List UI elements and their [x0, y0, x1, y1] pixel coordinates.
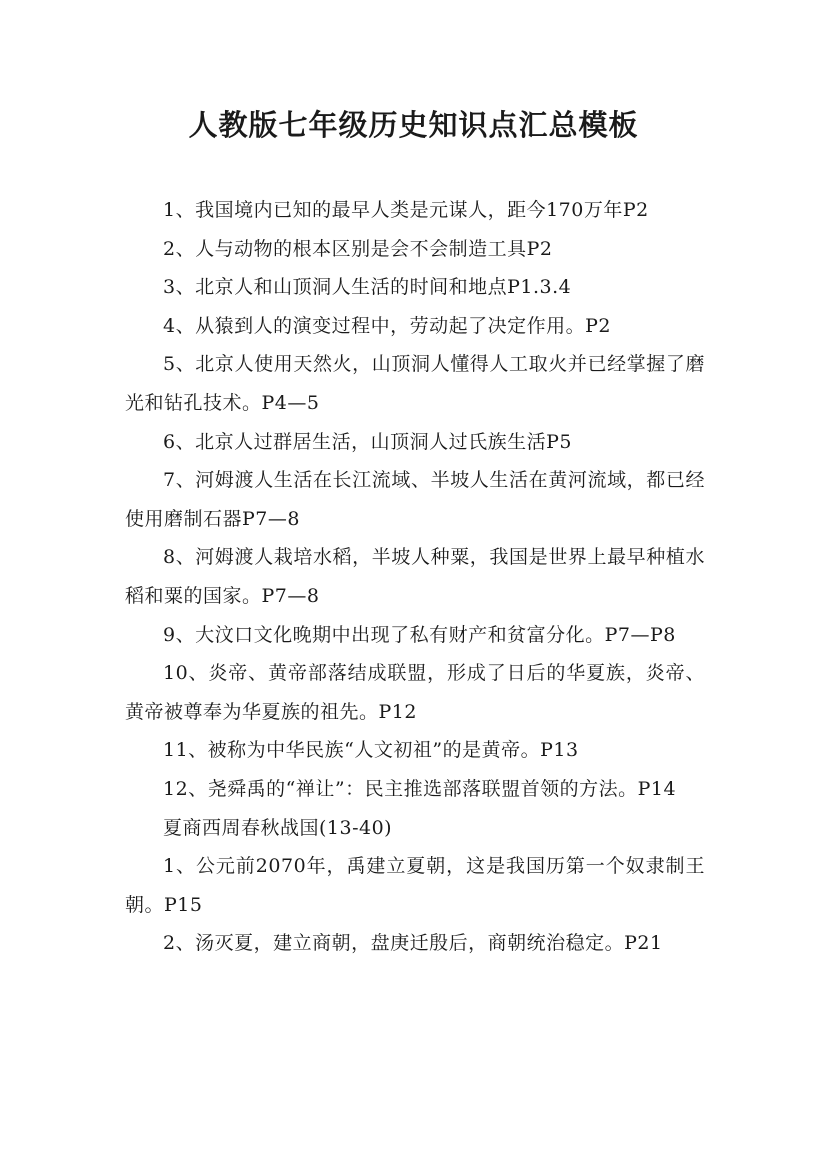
paragraph-1: 1、我国境内已知的最早人类是元谋人，距今170万年P2: [163, 199, 649, 221]
paragraph-13: 1、公元前2070年，禹建立夏朝，这是我国历第一个奴隶制王朝。P15: [125, 855, 705, 916]
paragraph-9: 9、大汶口文化晚期中出现了私有财产和贫富分化。P7—P8: [163, 623, 676, 646]
paragraph-3: 3、北京人和山顶洞人生活的时间和地点P1.3.4: [163, 276, 572, 299]
paragraph-14: 2、汤灭夏，建立商朝，盘庚迁殷后，商朝统治稳定。P21: [163, 932, 663, 955]
paragraph-10: 10、炎帝、黄帝部落结成联盟，形成了日后的华夏族，炎帝、黄帝被尊奉为华夏族的祖先。P12: [125, 662, 705, 723]
paragraph-7: 7、河姆渡人生活在长江流域、半坡人生活在黄河流域，都已经使用磨制石器P7—8: [125, 469, 705, 530]
document-body: [125, 191, 705, 963]
document-title: 人教版七年级历史知识点汇总模板: [188, 108, 639, 142]
paragraph-4: 4、从猿到人的演变过程中，劳动起了决定作用。P2: [163, 314, 611, 337]
paragraph-2: 2、人与动物的根本区别是会不会制造工具P2: [163, 237, 553, 260]
paragraph-8: 8、河姆渡人栽培水稻，半坡人种粟，我国是世界上最早种植水稻和粟的国家。P7—8: [125, 546, 705, 607]
paragraph-5: 5、北京人使用天然火，山顶洞人懂得人工取火并已经掌握了磨光和钻孔技术。P4—5: [125, 353, 705, 414]
paragraph-11: 11、被称为中华民族“人文初祖”的是黄帝。P13: [163, 739, 579, 762]
paragraph-6: 6、北京人过群居生活，山顶洞人过氏族生活P5: [163, 430, 572, 453]
paragraph-12: 12、尧舜禹的“禅让”：民主推选部落联盟首领的方法。P14: [163, 777, 677, 800]
section-heading: 夏商西周春秋战国(13-40): [163, 816, 393, 839]
